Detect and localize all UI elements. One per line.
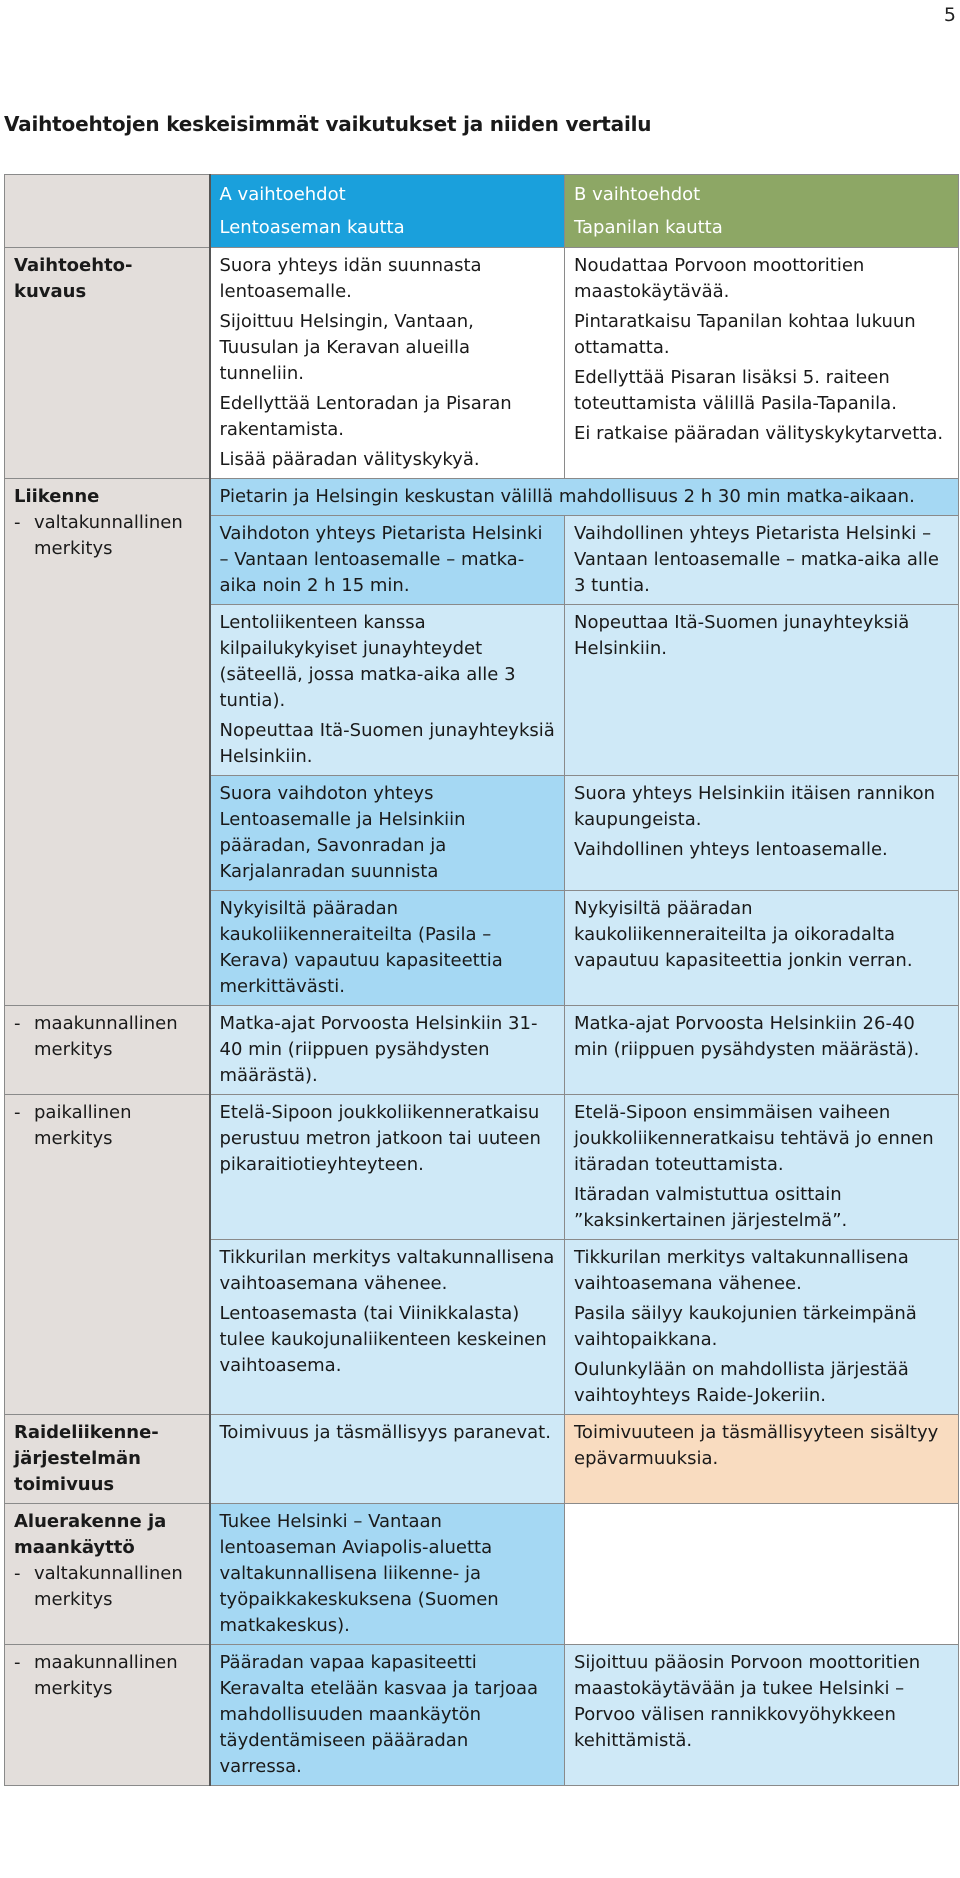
function-a — [210, 1415, 565, 1504]
traffic-3-b-2: Vaihdollinen yhteys lentoasemalle. — [574, 839, 888, 860]
header-a-line2: Lentoaseman kautta — [219, 217, 405, 238]
label-description — [5, 248, 210, 479]
traffic-3-b-1: Suora yhteys Helsinkiin itäisen rannikon kaupungeista. — [574, 783, 936, 830]
row-local — [5, 1095, 959, 1240]
traffic-2-a — [210, 605, 565, 776]
page-title: Vaihtoehtojen keskeisimmät vaikutukset ja niiden vertailu — [4, 112, 652, 136]
landuse-2-b-text: Sijoittuu pääosin Porvoon moottoritien maastokäytävään ja tukee Helsinki – Porvoo välisen rannikkovyöhykkeen kehittämistä. — [574, 1652, 921, 1751]
label-traffic-text: Liikenne — [14, 486, 100, 507]
label-landuse-sub1-text: valtakunnallinen merkitys — [34, 1563, 183, 1610]
header-b — [565, 175, 959, 248]
desc-a-4: Lisää pääradan välityskykyä. — [219, 449, 480, 470]
traffic-2-a-2: Nopeuttaa Itä-Suomen junayhteyksiä Helsinkiin. — [219, 720, 555, 767]
header-b-line2: Tapanilan kautta — [574, 217, 723, 238]
regional-b — [565, 1006, 959, 1095]
traffic-shared — [210, 479, 959, 516]
traffic-3-b — [565, 776, 959, 891]
traffic-4-a-text: Nykyisiltä pääradan kaukoliikenneraiteilta (Pasila – Kerava) vapautuu kapasiteettia merkittävästi. — [219, 898, 503, 997]
label-regional-sub: - maakunnallinen merkitys — [14, 1013, 178, 1060]
traffic-4-b — [565, 891, 959, 1006]
header-a-line1: A vaihtoehdot — [219, 184, 346, 205]
landuse-1-a — [210, 1504, 565, 1645]
label-function-text: Raideliikenne- järjestelmän toimivuus — [14, 1422, 159, 1495]
local-b-1: Etelä-Sipoon ensimmäisen vaiheen joukkoliikenneratkaisu tehtävä jo ennen itäradan toteuttamista. — [574, 1102, 934, 1175]
traffic-4-b-text: Nykyisiltä pääradan kaukoliikenneraiteilta ja oikoradalta vapautuu kapasiteettia jonkin verran. — [574, 898, 913, 971]
label-local-sub: - paikallinen merkitys — [14, 1102, 132, 1149]
landuse-1-a-text: Tukee Helsinki – Vantaan lentoaseman Aviapolis-aluetta valtakunnallisena liikenne- ja työpaikkakeskuksena (Suomen matkakeskus). — [219, 1511, 499, 1636]
desc-b-1: Noudattaa Porvoon moottoritien maastokäytävää. — [574, 255, 865, 302]
label-landuse-sub2: - maakunnallinen merkitys — [14, 1652, 178, 1699]
traffic-1-a — [210, 516, 565, 605]
label-landuse-text: Aluerakenne ja maankäyttö — [14, 1511, 167, 1558]
function-b-text: Toimivuuteen ja täsmällisyyteen sisältyy epävarmuuksia. — [574, 1422, 939, 1469]
label-regional — [5, 1006, 210, 1095]
row-regional — [5, 1006, 959, 1095]
row-landuse-1 — [5, 1504, 959, 1645]
label-landuse — [5, 1504, 210, 1645]
header-empty-cell — [5, 175, 210, 248]
header-a — [210, 175, 565, 248]
regional-a — [210, 1006, 565, 1095]
desc-a-3: Edellyttää Lentoradan ja Pisaran rakentamista. — [219, 393, 512, 440]
landuse-1-b — [565, 1504, 959, 1645]
hubs-b — [565, 1240, 959, 1415]
function-a-text: Toimivuus ja täsmällisyys paranevat. — [219, 1422, 551, 1443]
desc-a-1: Suora yhteys idän suunnasta lentoasemalle. — [219, 255, 482, 302]
label-landuse-2 — [5, 1645, 210, 1786]
label-local-text: paikallinen merkitys — [34, 1102, 132, 1149]
row-traffic-shared — [5, 479, 959, 516]
desc-a — [210, 248, 565, 479]
desc-b-3: Edellyttää Pisaran lisäksi 5. raiteen toteuttamista välillä Pasila-Tapanila. — [574, 367, 897, 414]
traffic-1-b — [565, 516, 959, 605]
traffic-2-b — [565, 605, 959, 776]
page-number: 5 — [943, 4, 956, 26]
desc-b — [565, 248, 959, 479]
hubs-a — [210, 1240, 565, 1415]
hubs-b-1: Tikkurilan merkitys valtakunnallisena vaihtoasemana vähenee. — [574, 1247, 909, 1294]
traffic-2-a-1: Lentoliikenteen kanssa kilpailukykyiset junayhteydet (säteellä, jossa matka-aika alle 3 tuntia). — [219, 612, 516, 711]
local-a — [210, 1095, 565, 1240]
hubs-a-1: Tikkurilan merkitys valtakunnallisena vaihtoasemana vähenee. — [219, 1247, 555, 1294]
function-b — [565, 1415, 959, 1504]
hubs-b-3: Oulunkylään on mahdollista järjestää vaihtoyhteys Raide-Jokeriin. — [574, 1359, 909, 1406]
traffic-1-b-text: Vaihdollinen yhteys Pietarista Helsinki – Vantaan lentoasemalle – matka-aika alle 3 tuntia. — [574, 523, 939, 596]
label-traffic-sub-text: valtakunnallinen merkitys — [34, 512, 183, 559]
header-b-line1: B vaihtoehdot — [574, 184, 701, 205]
label-function — [5, 1415, 210, 1504]
row-landuse-2 — [5, 1645, 959, 1786]
traffic-2-b-text: Nopeuttaa Itä-Suomen junayhteyksiä Helsinkiin. — [574, 612, 910, 659]
local-a-text: Etelä-Sipoon joukkoliikenneratkaisu perustuu metron jatkoon tai uuteen pikaraitiotieyhteyteen. — [219, 1102, 541, 1175]
desc-a-2: Sijoittuu Helsingin, Vantaan, Tuusulan ja Keravan alueilla tunneliin. — [219, 311, 474, 384]
desc-b-4: Ei ratkaise pääradan välityskykytarvetta. — [574, 423, 944, 444]
desc-b-2: Pintaratkaisu Tapanilan kohtaa lukuun ottamatta. — [574, 311, 916, 358]
traffic-3-a-text: Suora vaihdoton yhteys Lentoasemalle ja Helsinkiin pääradan, Savonradan ja Karjalanradan suunnista — [219, 783, 466, 882]
comparison-table — [4, 174, 959, 1786]
regional-b-text: Matka-ajat Porvoosta Helsinkiin 26-40 min (riippuen pysähdysten määrästä). — [574, 1013, 920, 1060]
label-traffic — [5, 479, 210, 1006]
traffic-shared-text: Pietarin ja Helsingin keskustan välillä mahdollisuus 2 h 30 min matka-aikaan. — [219, 486, 915, 507]
label-traffic-sub: - valtakunnallinen merkitys — [14, 512, 183, 559]
label-description-text: Vaihtoehto- kuvaus — [14, 255, 133, 302]
traffic-1-a-text: Vaihdoton yhteys Pietarista Helsinki – Vantaan lentoasemalle – matka-aika noin 2 h 15 min. — [219, 523, 543, 596]
local-b — [565, 1095, 959, 1240]
local-b-2: Itäradan valmistuttua osittain ”kaksinkertainen järjestelmä”. — [574, 1184, 848, 1231]
landuse-2-b — [565, 1645, 959, 1786]
landuse-2-a — [210, 1645, 565, 1786]
label-regional-text: maakunnallinen merkitys — [34, 1013, 178, 1060]
label-landuse-sub1: - valtakunnallinen merkitys — [14, 1563, 183, 1610]
row-description — [5, 248, 959, 479]
label-local — [5, 1095, 210, 1415]
traffic-4-a — [210, 891, 565, 1006]
header-row — [5, 175, 959, 248]
landuse-2-a-text: Pääradan vapaa kapasiteetti Keravalta etelään kasvaa ja tarjoaa mahdollisuuden maankäytön täydentämiseen päääradan varressa. — [219, 1652, 539, 1777]
hubs-a-2: Lentoasemasta (tai Viinikkalasta) tulee kaukojunaliikenteen keskeinen vaihtoasema. — [219, 1303, 547, 1376]
hubs-b-2: Pasila säilyy kaukojunien tärkeimpänä vaihtopaikkana. — [574, 1303, 917, 1350]
traffic-3-a — [210, 776, 565, 891]
label-landuse-sub2-text: maakunnallinen merkitys — [34, 1652, 178, 1699]
regional-a-text: Matka-ajat Porvoosta Helsinkiin 31-40 min (riippuen pysähdysten määrästä). — [219, 1013, 538, 1086]
row-function — [5, 1415, 959, 1504]
